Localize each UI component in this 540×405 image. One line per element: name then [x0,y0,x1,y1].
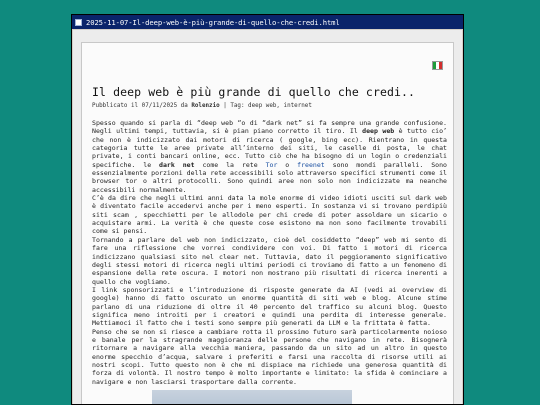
post-meta [92,103,312,109]
text-run: come la rete [194,160,266,169]
paragraph-3: Tornando a parlare del web non indicizzato, cioè del cosiddetto “deep” web mi sento di fare una riflessione che vorrei condividere con voi. Di fatto i motori di ricerca indicizzano qualsiasi sito nel clear net. Tuttavia, dato il peggioramento significativo degli stessi motori di ricerca negli ultimi periodi ci troviamo di fatto a un fenomeno di espansione della rete oscura. I motori non mostrano più risultati di ricerca inerenti a quello che vogliamo. [92,235,447,286]
paragraph-2: C’è da dire che negli ultimi anni data la mole enorme di video idioti usciti sul dark web è diventato facile accedervi anche per i meno esperti. In sostanza vi si trovano perdipiù siti scam , specchietti per le allodole per chi crede di poter assoldare un sicario o acquistare armi. La verità è che queste cose esistono ma non sono facilmente trovabili come si pensi. [92,194,447,236]
meta-author[interactable]: Rolenzio [191,103,220,109]
post-body [92,119,447,386]
window-titlebar[interactable] [72,15,463,29]
link-freenet[interactable]: freenet [297,160,325,169]
document-icon [75,19,82,26]
bold-deep-web: deep web [362,127,395,136]
window-title: 2025-11-07-Il-deep-web-è-più-grande-di-quello-che-credi.html [86,17,340,27]
text-run: o [277,160,298,169]
paragraph-5: Penso che se non si riesce a cambiare rotta il prossimo futuro sarà particolarmente noioso e banale per la stragrande maggioranza delle persone che navigano in rete. Bisognerà ritornare a navigare alla vecchia maniera, passando da un sito ad un altro in questo enorme specchio d’acqua, salvare i preferiti e farsi una raccolta di risorse utili ai nostri scopi. Tutto questo non è che mi dispiace ma richiede una generosa quantità di forza di volontà. Il nostro tempo è molto importante e limitato: la sfida è cominciare a navigare e non lasciarsi trasportare dalla corrente. [92,327,447,386]
bold-dark-net: dark net [159,160,195,169]
page-viewport [73,30,462,404]
meta-tags: | Tag: deep web, internet [223,103,312,109]
paragraph-4: I link sponsorizzati e l’introduzione di risposte generate da AI (vedi ai overview di google) hanno di fatto oscurato un enorme quantità di siti web e blog. Alcune stime parlano di una riduzione di oltre il 40 percento del traffico su alcuni blog. Questo significa meno introiti per i creatori e quindi una perdita di interesse generale. Mettiamoci il fatto che i testi sono sempre più generati da LLM e la frittata è fatta. [92,285,447,328]
article-image [152,390,352,404]
paragraph-1 [92,119,447,194]
browser-window [71,14,464,405]
meta-prefix: Pubblicato il 07/11/2025 da [92,103,188,109]
link-tor[interactable]: Tor [265,160,278,169]
text-run: sono mondi paralleli. Sono essenzialmente porzioni della rete accessibili solo attraverso specifici strumenti come il browser tor o altri protocolli. Sono quindi aree non solo non indicizzate ma neanche accessibili normalmente. [92,160,447,194]
text-run: è tutto cio’ che non è indicizzato dai motori di ricerca ( google, bing ecc). Rientrano in questa categoria tutte le aree private all’interno dei siti, le caselle di posta, le chat private, i conti bancari online, ecc. Tutto ciò che ha bisogno di un login o credenziali specifiche. le [92,127,447,169]
blog-page [81,42,454,404]
text-run: Spesso quando si parla di “deep web “o di “dark net” si fa sempre una grande confusione. Negli ultimi tempi, tuttavia, si è pian piano corretto il tiro. Il [92,119,447,136]
italian-flag-icon[interactable] [432,61,443,70]
post-title: Il deep web è più grande di quello che credi.. [92,85,416,99]
